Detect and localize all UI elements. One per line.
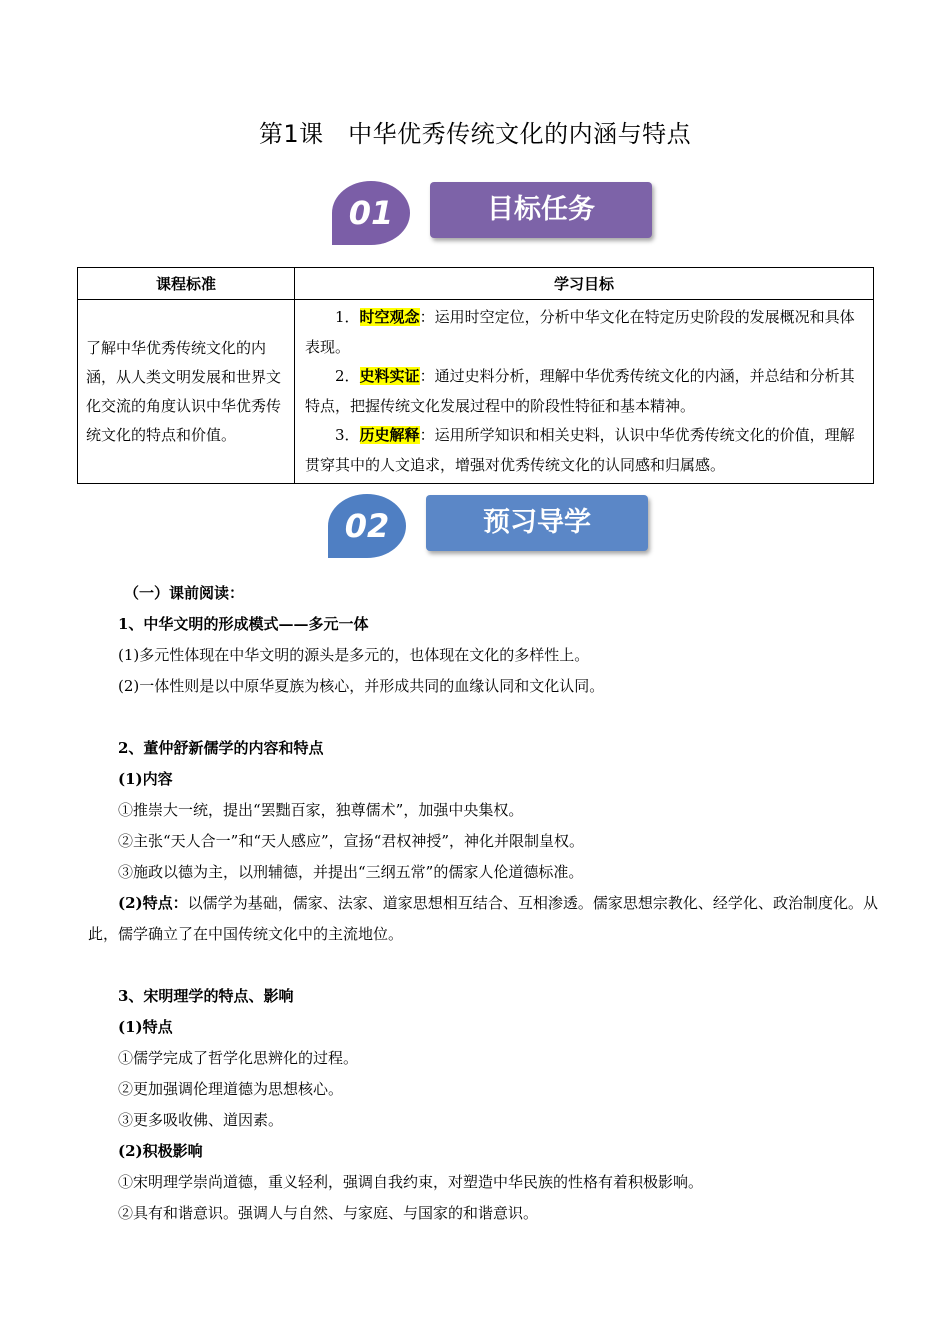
objective-tag: 历史解释 — [359, 426, 420, 444]
list-item: ①宋明理学崇尚道德，重义轻利，强调自我约束，对塑造中华民族的性格有着积极影响。 — [118, 1173, 704, 1191]
list-item: ①推崇大一统，提出“罢黜百家，独尊儒术”，加强中央集权。 — [118, 801, 524, 819]
list-item: ③施政以德为主，以刑辅德，并提出“三纲五常”的儒家人伦道德标准。 — [118, 863, 584, 881]
list-item: ②具有和谐意识。强调人与自然、与家庭、与国家的和谐意识。 — [118, 1204, 539, 1222]
header-objective: 学习目标 — [295, 268, 874, 300]
list-item: (2)一体性则是以中原华夏族为核心，并形成共同的血缘认同和文化认同。 — [118, 677, 605, 695]
table-row — [78, 300, 874, 484]
learning-goals-table — [77, 267, 874, 484]
objective-tag: 时空观念 — [359, 308, 420, 326]
objective-text: ：通过史料分析，理解中华优秀传统文化的内涵，并总结和分析其特点，把握传统文化发展过程中的阶段性特征和基本精神。 — [305, 367, 855, 415]
section-3-sub2: (2)积极影响 — [118, 1142, 203, 1160]
features-label: (2)特点： — [118, 894, 188, 912]
objective-number: 2． — [335, 367, 360, 385]
list-item: ②主张“天人合一”和“天人感应”，宣扬“君权神授”，神化并限制皇权。 — [118, 832, 585, 850]
section-banner-goals — [332, 181, 662, 261]
list-item: ①儒学完成了哲学化思辨化的过程。 — [118, 1049, 359, 1067]
objective-number: 3． — [335, 426, 360, 444]
banner-label: 预习导学 — [426, 495, 648, 551]
section-2-title: 2、董仲舒新儒学的内容和特点 — [118, 739, 324, 757]
section-1-title: 1、中华文明的形成模式——多元一体 — [118, 615, 369, 633]
page-title: 第1课 中华优秀传统文化的内涵与特点 — [258, 120, 692, 148]
banner-label: 目标任务 — [430, 182, 652, 238]
objective-item — [305, 421, 865, 480]
objectives-cell — [295, 300, 874, 484]
objective-item — [305, 303, 865, 362]
section-2-features — [88, 888, 878, 950]
objective-text: ：运用时空定位，分析中华文化在特定历史阶段的发展概况和具体表现。 — [305, 308, 855, 356]
banner-number: 02 — [344, 507, 390, 545]
features-text: 以儒学为基础，儒家、法家、道家思想相互结合、互相渗透。儒家思想宗教化、经学化、政治制度化。从此，儒学确立了在中国传统文化中的主流地位。 — [88, 894, 878, 943]
objective-number: 1． — [335, 308, 360, 326]
header-standard: 课程标准 — [78, 268, 295, 300]
preview-content — [88, 578, 878, 1229]
objective-item — [305, 362, 865, 421]
list-item: (1)多元性体现在中华文明的源头是多元的，也体现在文化的多样性上。 — [118, 646, 590, 664]
objective-tag: 史料实证 — [359, 367, 420, 385]
objective-text: ：运用所学知识和相关史料，认识中华优秀传统文化的价值，理解贯穿其中的人文追求，增强对优秀传统文化的认同感和归属感。 — [305, 426, 855, 474]
section-banner-preview — [328, 494, 658, 574]
section-3-title: 3、宋明理学的特点、影响 — [118, 987, 294, 1005]
section-3-sub1: (1)特点 — [118, 1018, 173, 1036]
reading-heading: （一）课前阅读： — [124, 584, 245, 602]
list-item: ③更多吸收佛、道因素。 — [118, 1111, 284, 1129]
section-2-sub1: (1)内容 — [118, 770, 173, 788]
table-header-row — [78, 268, 874, 300]
list-item: ②更加强调伦理道德为思想核心。 — [118, 1080, 344, 1098]
course-standard: 了解中华优秀传统文化的内涵，从人类文明发展和世界文化交流的角度认识中华优秀传统文化的特点和价值。 — [78, 300, 295, 484]
banner-number: 01 — [348, 194, 394, 232]
